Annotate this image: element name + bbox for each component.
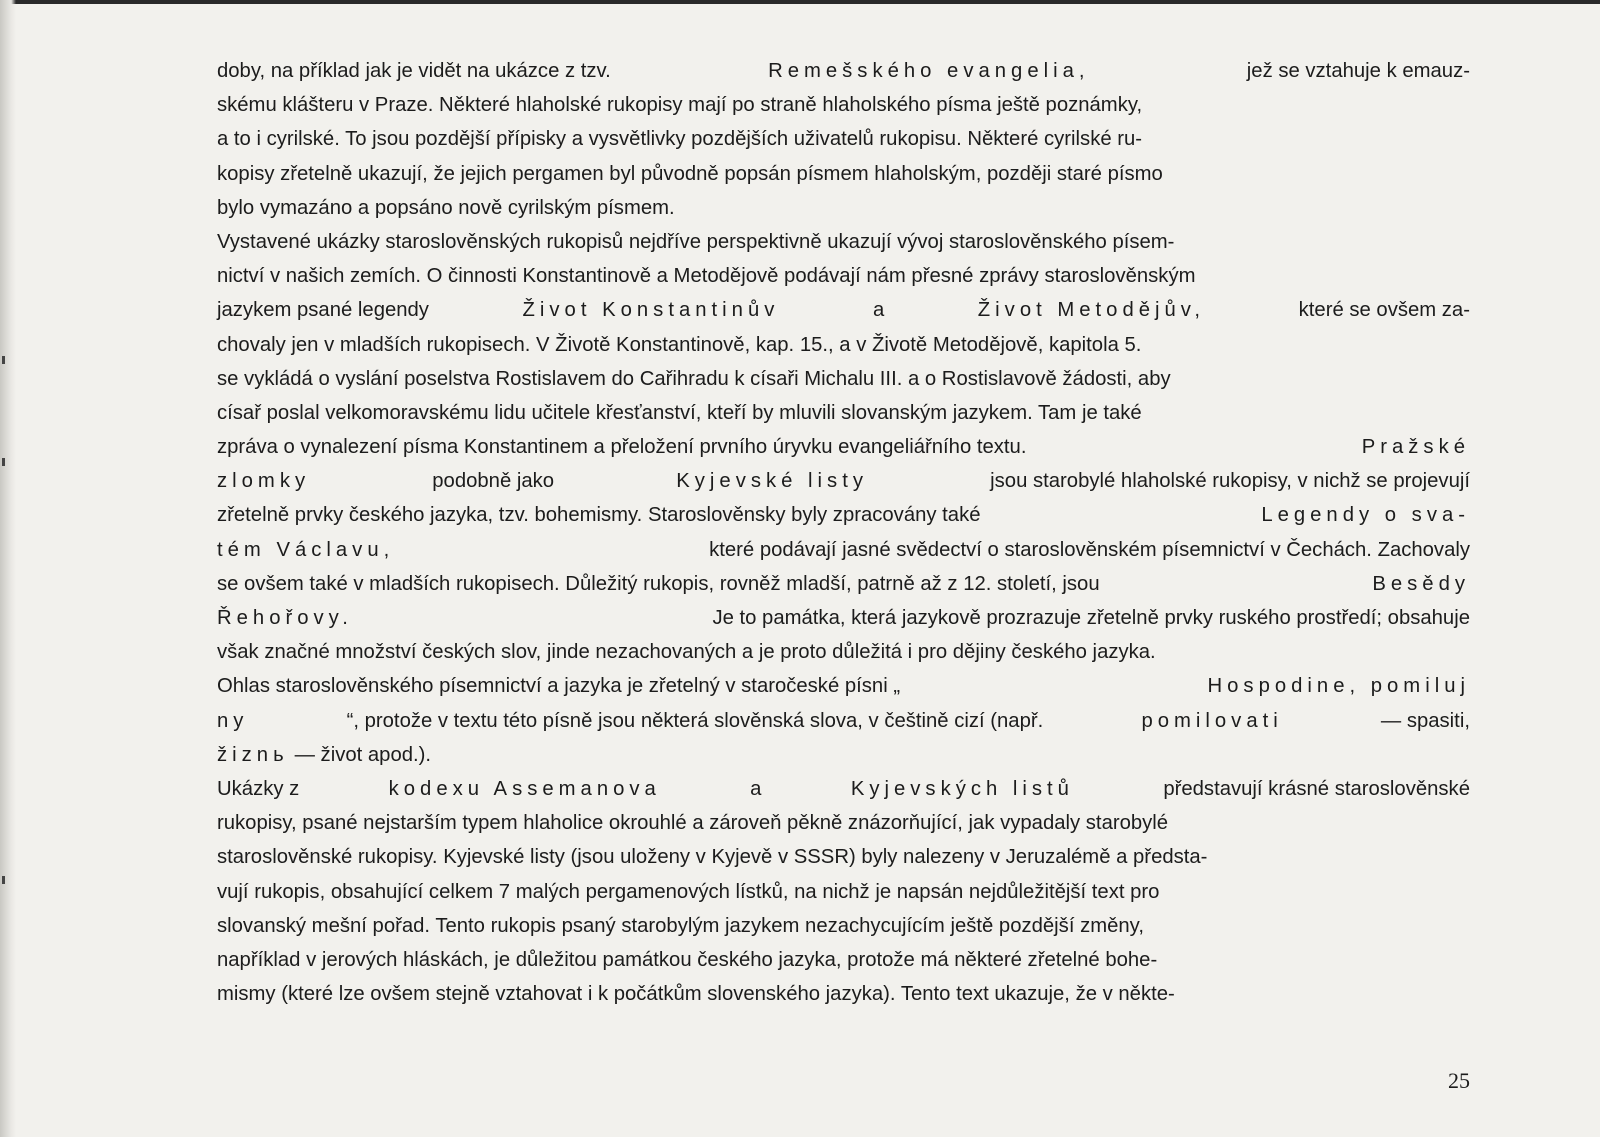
text-line [217,464,1470,498]
spaced-title: ny [217,709,249,732]
text-line [217,567,1470,601]
spaced-title: Pražské [1361,436,1470,459]
margin-mark [2,876,5,884]
text-run: Je to památka, která jazykově prozrazuje zřetelně prvky ruského prostředí; obsahuje [712,607,1470,629]
text-line [217,909,1470,943]
text-run: Vystavené ukázky staroslověnských rukopisů nejdříve perspektivně ukazují vývoj staroslověnského písem- [217,230,1175,253]
text-run: bylo vymazáno a popsáno nově cyrilským písmem. [217,196,675,219]
text-line [217,396,1470,430]
text-run: mismy (které lze ovšem stejně vztahovat i k počátkům slovenského jazyka). Tento text ukazuje, že v někte- [217,983,1175,1006]
page-number: 25 [1448,1068,1470,1093]
text-run: se ovšem také v mladších rukopisech. Důležitý rukopis, rovněž mladší, patrně až z 12. století, jsou [217,572,1100,595]
text-run: nictví v našich zemích. O činnosti Konstantinově a Metodějově podávají nám přesné zprávy staroslověnským [217,265,1196,288]
text-run: staroslověnské rukopisy. Kyjevské listy (jsou uloženy v Kyjevě v SSSR) byly nalezeny v Jeruzalémě a předsta- [217,846,1208,869]
text-run: které podávají jasné svědectví o staroslověnském písemnictví v Čechách. Zachovaly [709,538,1470,561]
spaced-title: Remešského evangelia, [768,60,1090,82]
text-run: zřetelně prvky českého jazyka, tzv. bohemismy. Staroslověnsky byly zpracovány také [217,504,981,527]
text-line [217,635,1470,669]
spaced-title: Hospodine, pomiluj [1207,675,1470,698]
text-run: chovaly jen v mladších rukopisech. V Životě Konstantinově, kap. 15., a v Životě Metodějově, kapitola 5. [217,333,1142,356]
spaced-title: zlomky [217,470,311,493]
text-run: — spasiti, [1380,709,1470,732]
text-run: jež se vztahuje k emauz- [1246,60,1470,82]
spaced-title: Řehořovy. [217,607,353,629]
spaced-title: Život Konstantinův [522,299,780,322]
text-run: zpráva o vynalezení písma Konstantinem a přeložení prvního úryvku evangeliářního textu. [217,436,1027,459]
text-run: císař poslal velkomoravskému lidu učitele křesťanství, kteří by mluvili slovanským jazykem. Tam je také [217,401,1142,424]
text-run: které se ovšem za- [1298,299,1470,322]
text-line [217,806,1470,840]
text-run: — život apod.). [294,743,432,766]
text-run: představují krásné staroslověnské [1163,777,1470,800]
text-line [217,362,1470,396]
text-run: a [872,299,885,322]
text-run: “, protože v textu této písně jsou některá slověnská slova, v češtině cizí (např. [346,709,1044,732]
spaced-title: Kyjevských listů [850,777,1074,800]
text-line [217,977,1470,1011]
text-line [217,122,1470,156]
text-run: kopisy zřetelně ukazují, že jejich pergamen byl původně popsán písmem hlaholským, později staré písmo [217,162,1163,185]
page-top-edge [0,0,1600,4]
text-line [217,88,1470,122]
text-run: skému klášteru v Praze. Některé hlaholské rukopisy mají po straně hlaholského písma ještě poznámky, [217,94,1143,117]
margin-mark [2,356,5,364]
text-line [217,704,1470,738]
text-run: podobně jako [432,470,555,493]
text-run: slovanský mešní pořad. Tento rukopis psaný starobylým jazykem nezachycujícím ještě pozdější změny, [217,914,1144,937]
text-line [217,498,1470,532]
text-run: a to i cyrilské. To jsou pozdější přípisky a vysvětlivky pozdějších uživatelů rukopisu. Některé cyrilské ru- [217,128,1143,151]
margin-mark [2,458,5,466]
text-line [217,875,1470,909]
text-line [217,738,1470,772]
spaced-title: žiznь [217,743,289,766]
text-run: vují rukopis, obsahující celkem 7 malých pergamenových lístků, na nichž je napsán nejdůležitější text pro [217,880,1160,903]
spaced-title: Život Metodějův, [977,299,1206,322]
text-run: například v jerových hláskách, je důležitou památkou českého jazyka, protože má některé zřetelné bohe- [217,948,1158,971]
text-line [217,840,1470,874]
spaced-title: kodexu Assemanova [388,777,661,800]
text-line [217,772,1470,806]
text-line [217,430,1470,464]
spaced-title: Besědy [1372,572,1470,595]
text-line [217,669,1470,703]
page-gutter-shadow [0,0,16,1137]
text-line [217,54,1470,88]
text-line [217,533,1470,567]
text-run: rukopisy, psané nejstarším typem hlaholice okrouhlé a zároveň pěkně znázorňující, jak vypadaly starobylé [217,812,1169,835]
spaced-title: Kyjevské listy [676,470,868,493]
text-line [217,943,1470,977]
text-line [217,259,1470,293]
spaced-title: tém Václavu, [217,538,395,561]
text-run: jsou starobylé hlaholské rukopisy, v nichž se projevují [990,470,1470,493]
text-run: se vykládá o vyslání poselstva Rostislavem do Cařihradu k císaři Michalu III. a o Rostislavově žádosti, aby [217,367,1171,390]
text-run: a [750,777,762,800]
text-run: Ohlas staroslověnského písemnictví a jazyka je zřetelný v staročeské písni „ [217,675,901,698]
text-line [217,191,1470,225]
text-line [217,293,1470,327]
text-run: Ukázky z [217,777,300,800]
text-line [217,157,1470,191]
text-run: jazykem psané legendy [217,299,429,322]
text-line [217,601,1470,635]
text-run: doby, na příklad jak je vidět na ukázce z tzv. [217,60,611,82]
spaced-title: Legendy o sva- [1261,504,1470,527]
spaced-title: pomilovati [1141,709,1283,732]
body-text [217,54,1470,1011]
text-line [217,328,1470,362]
text-line [217,225,1470,259]
text-run: však značné množství českých slov, jinde nezachovaných a je proto důležitá i pro dějiny českého jazyka. [217,641,1156,664]
